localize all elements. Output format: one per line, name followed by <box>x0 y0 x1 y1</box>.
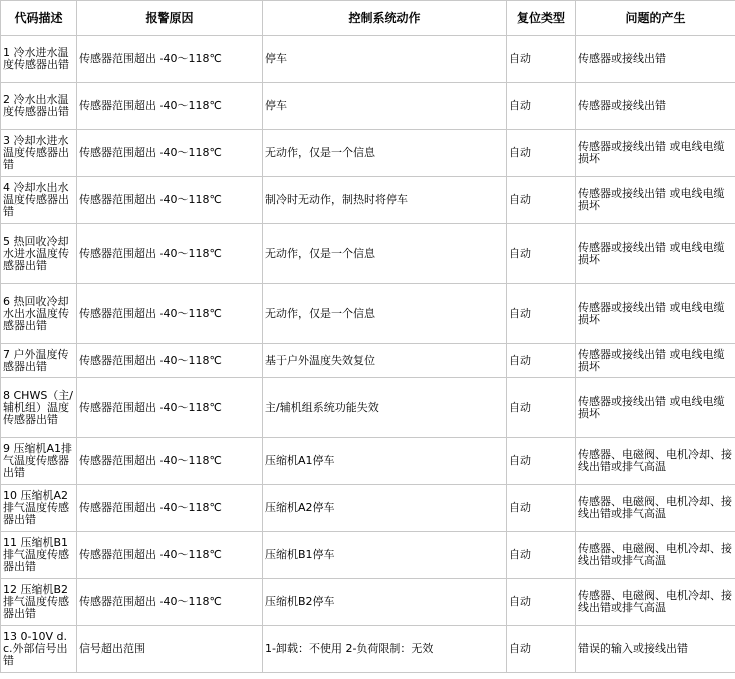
problem-cell: 传感器或接线出错 或电线电缆损坏 <box>576 378 735 438</box>
cause-cell: 传感器范围超出 -40～118℃ <box>77 130 263 177</box>
table-row <box>1 284 735 344</box>
problem-cell: 传感器或接线出错 或电线电缆损坏 <box>576 177 735 224</box>
header-code-description: 代码描述 <box>1 1 77 36</box>
reset-cell: 自动 <box>507 130 576 177</box>
action-cell: 1-卸载：不使用 2-负荷限制：无效 <box>263 626 507 673</box>
problem-cell: 传感器或接线出错 <box>576 36 735 83</box>
code-cell: 2 冷水出水温度传感器出错 <box>1 83 77 130</box>
action-cell: 压缩机B2停车 <box>263 579 507 626</box>
code-cell: 9 压缩机A1排气温度传感器出错 <box>1 438 77 485</box>
table-row <box>1 626 735 673</box>
table-row <box>1 177 735 224</box>
reset-cell: 自动 <box>507 485 576 532</box>
table-row <box>1 36 735 83</box>
cause-cell: 传感器范围超出 -40～118℃ <box>77 344 263 378</box>
table-row <box>1 130 735 177</box>
cause-cell: 传感器范围超出 -40～118℃ <box>77 284 263 344</box>
code-cell: 1 冷水进水温度传感器出错 <box>1 36 77 83</box>
cause-cell: 传感器范围超出 -40～118℃ <box>77 579 263 626</box>
action-cell: 压缩机B1停车 <box>263 532 507 579</box>
action-cell: 无动作，仅是一个信息 <box>263 284 507 344</box>
problem-cell: 传感器、电磁阀、电机冷却、接线出错或排气高温 <box>576 579 735 626</box>
table-row <box>1 83 735 130</box>
table-row <box>1 378 735 438</box>
reset-cell: 自动 <box>507 438 576 485</box>
action-cell: 无动作，仅是一个信息 <box>263 130 507 177</box>
header-problem-cause: 问题的产生 <box>576 1 735 36</box>
reset-cell: 自动 <box>507 36 576 83</box>
table-row <box>1 485 735 532</box>
header-row <box>1 1 735 36</box>
cause-cell: 传感器范围超出 -40～118℃ <box>77 532 263 579</box>
cause-cell: 传感器范围超出 -40～118℃ <box>77 438 263 485</box>
header-control-action: 控制系统动作 <box>263 1 507 36</box>
cause-cell: 传感器范围超出 -40～118℃ <box>77 36 263 83</box>
reset-cell: 自动 <box>507 83 576 130</box>
problem-cell: 传感器、电磁阀、电机冷却、接线出错或排气高温 <box>576 438 735 485</box>
table-row <box>1 438 735 485</box>
reset-cell: 自动 <box>507 378 576 438</box>
table-row <box>1 532 735 579</box>
problem-cell: 传感器、电磁阀、电机冷却、接线出错或排气高温 <box>576 485 735 532</box>
code-cell: 4 冷却水出水温度传感器出错 <box>1 177 77 224</box>
action-cell: 压缩机A2停车 <box>263 485 507 532</box>
action-cell: 主/辅机组系统功能失效 <box>263 378 507 438</box>
reset-cell: 自动 <box>507 626 576 673</box>
problem-cell: 传感器或接线出错 或电线电缆损坏 <box>576 284 735 344</box>
cause-cell: 传感器范围超出 -40～118℃ <box>77 378 263 438</box>
reset-cell: 自动 <box>507 532 576 579</box>
code-cell: 5 热回收冷却水进水温度传感器出错 <box>1 224 77 284</box>
code-cell: 3 冷却水进水温度传感器出错 <box>1 130 77 177</box>
problem-cell: 传感器或接线出错 或电线电缆损坏 <box>576 224 735 284</box>
code-cell: 6 热回收冷却水出水温度传感器出错 <box>1 284 77 344</box>
reset-cell: 自动 <box>507 284 576 344</box>
action-cell: 无动作，仅是一个信息 <box>263 224 507 284</box>
problem-cell: 传感器或接线出错 或电线电缆损坏 <box>576 344 735 378</box>
cause-cell: 传感器范围超出 -40～118℃ <box>77 224 263 284</box>
problem-cell: 传感器、电磁阀、电机冷却、接线出错或排气高温 <box>576 532 735 579</box>
table-row <box>1 224 735 284</box>
action-cell: 压缩机A1停车 <box>263 438 507 485</box>
action-cell: 基于户外温度失效复位 <box>263 344 507 378</box>
reset-cell: 自动 <box>507 177 576 224</box>
header-alarm-cause: 报警原因 <box>77 1 263 36</box>
cause-cell: 传感器范围超出 -40～118℃ <box>77 83 263 130</box>
problem-cell: 传感器或接线出错 或电线电缆损坏 <box>576 130 735 177</box>
action-cell: 停车 <box>263 83 507 130</box>
code-cell: 13 0-10V d.c.外部信号出错 <box>1 626 77 673</box>
code-cell: 12 压缩机B2排气温度传感器出错 <box>1 579 77 626</box>
action-cell: 制冷时无动作，制热时将停车 <box>263 177 507 224</box>
problem-cell: 传感器或接线出错 <box>576 83 735 130</box>
table-row <box>1 579 735 626</box>
code-cell: 8 CHWS（主/辅机组）温度传感器出错 <box>1 378 77 438</box>
reset-cell: 自动 <box>507 344 576 378</box>
problem-cell: 错误的输入或接线出错 <box>576 626 735 673</box>
cause-cell: 传感器范围超出 -40～118℃ <box>77 485 263 532</box>
table-row <box>1 344 735 378</box>
code-cell: 11 压缩机B1排气温度传感器出错 <box>1 532 77 579</box>
header-reset-type: 复位类型 <box>507 1 576 36</box>
reset-cell: 自动 <box>507 224 576 284</box>
cause-cell: 信号超出范围 <box>77 626 263 673</box>
cause-cell: 传感器范围超出 -40～118℃ <box>77 177 263 224</box>
code-cell: 7 户外温度传感器出错 <box>1 344 77 378</box>
reset-cell: 自动 <box>507 579 576 626</box>
action-cell: 停车 <box>263 36 507 83</box>
code-cell: 10 压缩机A2排气温度传感器出错 <box>1 485 77 532</box>
